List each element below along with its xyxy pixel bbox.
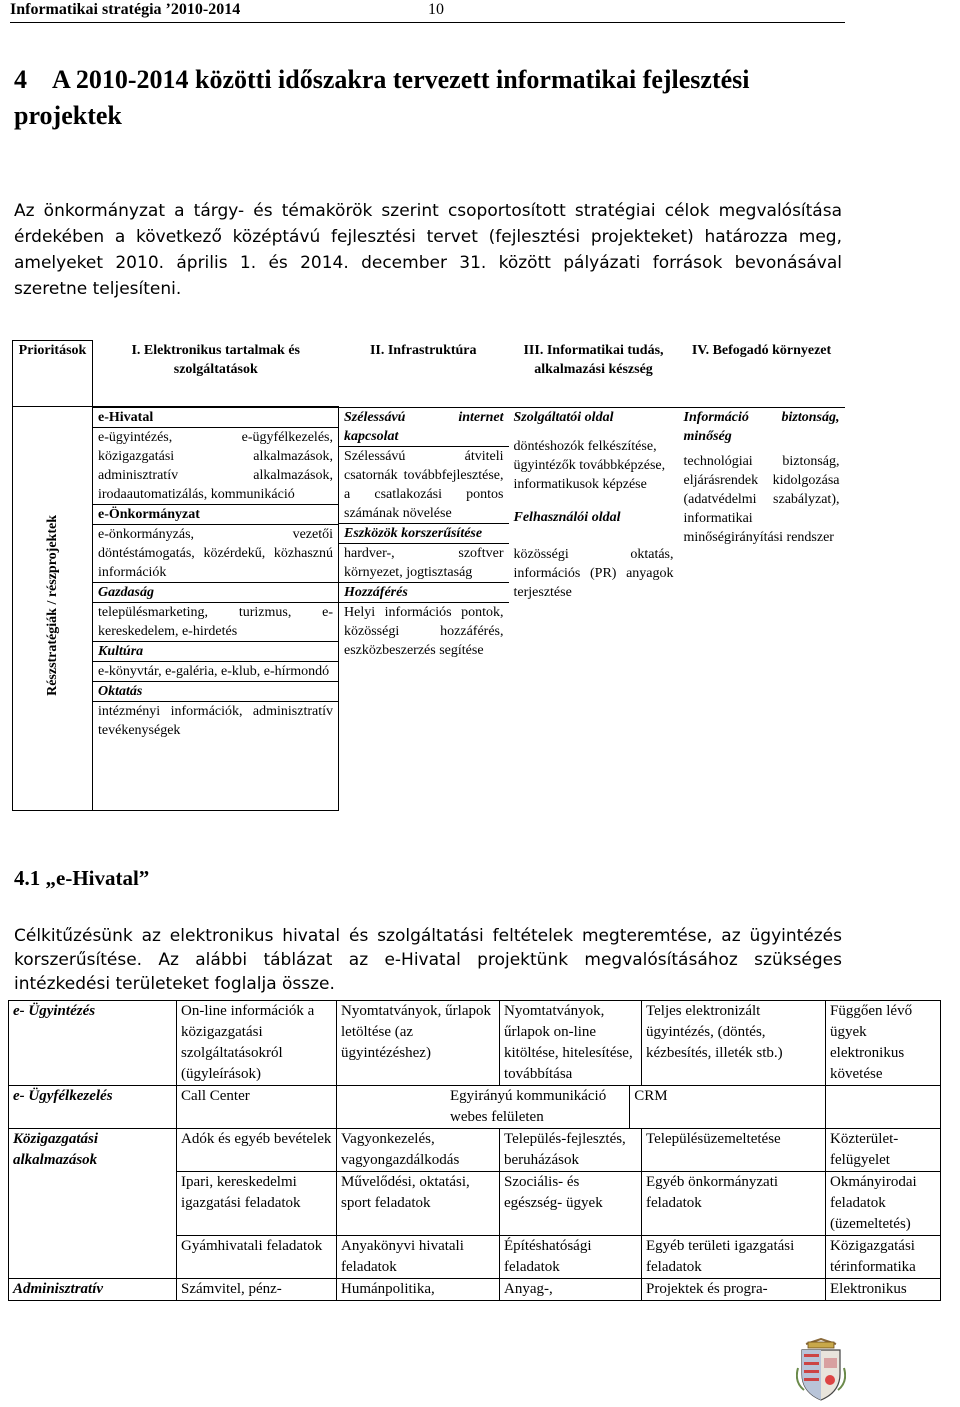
- table-cell: Teljes elektronizált ügyintézés, (döntés, kézbesítés, illeték stb.): [642, 1001, 826, 1086]
- table-cell: Szociális- és egészség- ügyek: [500, 1172, 642, 1236]
- text-felhasznaloi: közösségi oktatás, információs (PR) anyagok terjesztése: [513, 546, 674, 600]
- text-szelessavu: Szélessávú átviteli csatornák továbbfejlesztése, a csatlakozási pontos számának növelése: [339, 446, 509, 523]
- subsection-heading: 4.1 „e-Hivatal”: [14, 866, 150, 890]
- col-head-4: IV. Befogadó környezet: [691, 342, 832, 358]
- cat-gazdasag: Gazdaság: [93, 582, 338, 602]
- text-oktatas: intézményi információk, adminisztratív tevékenységek: [93, 701, 338, 740]
- table-cell: Nyomtatványok, űrlapok letöltése (az ügyintézéshez): [337, 1001, 500, 1086]
- table-cell: Közigazgatási térinformatika: [826, 1236, 941, 1279]
- intro-paragraph: Az önkormányzat a tárgy- és témakörök szerint csoportosított stratégiai célok megvalósítása érdekében a következő középtávú fejlesztési tervet (fejlesztési projekteket) határozza meg, amelyeket 2010. április 1. és 2014. december 31. között pályázati források bevonásával szeretne teljesíteni.: [14, 201, 842, 299]
- table-cell: Nyomtatványok, űrlapok on-line kitöltése, hitelesítése, továbbítása: [500, 1001, 642, 1086]
- text-informacio: technológiai biztonság, eljárásrendek kidolgozása (adatvédelmi szabályzat), informatikai minőségirányítási rendszer: [683, 453, 840, 545]
- table-cell: On-line információk a közigazgatási szolgáltatásokról (ügyleírások): [177, 1001, 337, 1086]
- table-cell: Építéshatósági feladatok: [500, 1236, 642, 1279]
- text-kultura: e-könyvtár, e-galéria, e-klub, e-hírmondó: [93, 661, 338, 681]
- cat-ehivatal: e-Hivatal: [93, 407, 338, 427]
- cat-eonkormanyzat: e-Önkormányzat: [93, 504, 338, 524]
- priority-matrix: [12, 340, 845, 811]
- table-row: [9, 1129, 941, 1172]
- table-cell: Ipari, kereskedelmi igazgatási feladatok: [177, 1172, 337, 1236]
- cat-szelessavu: Szélessávú internet kapcsolat: [339, 407, 509, 446]
- table-cell: Projektek és progra-: [642, 1279, 826, 1301]
- section-number: 4: [14, 65, 27, 94]
- ehivatal-paragraph: Célkitűzésünk az elektronikus hivatal és szolgáltatási feltételek megteremtése, az ügyintézés korszerűsítése. Az alábbi táblázat az e-Hivatal projektünk megvalósításához szükséges intézkedési területeket foglalja össze.: [14, 926, 842, 994]
- table-cell: [826, 1086, 941, 1129]
- row-label-kozigazgatasi: Közigazgatási alkalmazások: [9, 1129, 177, 1279]
- table-cell: Vagyonkezelés, vagyongazdálkodás: [337, 1129, 500, 1172]
- table-cell: Művelődési, oktatási, sport feladatok: [337, 1172, 500, 1236]
- table-cell: Okmányirodai feladatok (üzemeltetés): [826, 1172, 941, 1236]
- table-row: [9, 1001, 941, 1086]
- page-number: 10: [428, 1, 444, 18]
- table-cell: Egyéb önkormányzati feladatok: [642, 1172, 826, 1236]
- cat-felhasznaloi: Felhasználói oldal: [513, 509, 621, 525]
- cat-kultura: Kultúra: [93, 641, 338, 661]
- table-cell: Elektronikus: [826, 1279, 941, 1301]
- table-cell: [337, 1086, 826, 1129]
- table-cell: Közterület-felügyelet: [826, 1129, 941, 1172]
- table-row: [9, 1086, 941, 1129]
- coat-of-arms-icon: [796, 1338, 846, 1407]
- text-eonkormanyzat: e-önkormányzás, vezetői döntéstámogatás, közérdekű, közhasznú információk: [93, 524, 338, 582]
- table-cell: Anyag-,: [500, 1279, 642, 1301]
- header-title: Informatikai stratégia ’2010-2014: [10, 1, 241, 18]
- col-4-cell: [679, 407, 845, 811]
- text-gazdasag: településmarketing, turizmus, e-kereskedelem, e-hirdetés: [93, 602, 338, 641]
- col-2-cell: [339, 407, 509, 811]
- text-ehivatal: e-ügyintézés, e-ügyfélkezelés, közigazgatási alkalmazások, adminisztratív alkalmazások, irodaautomatizálás, kommunikáció: [93, 427, 338, 504]
- table-cell: CRM: [634, 1088, 668, 1104]
- table-cell: Egyirányú kommunikáció webes felületen: [337, 1086, 630, 1128]
- col-head-3: III. Informatikai tudás, alkalmazási készség: [523, 342, 664, 377]
- cat-hozzaferes: Hozzáférés: [339, 582, 509, 602]
- table-cell: Call Center: [177, 1086, 337, 1129]
- table-cell: Humánpolitika,: [337, 1279, 500, 1301]
- page-header: [10, 0, 845, 23]
- table-cell: Anyakönyvi hivatali feladatok: [337, 1236, 500, 1279]
- table-row: [9, 1279, 941, 1301]
- row-label-ugyfelkezeles: e- Ügyfélkezelés: [9, 1086, 177, 1129]
- text-eszkozok: hardver-, szoftver környezet, jogtisztaság: [339, 543, 509, 582]
- sub-label: Részstratégiák / részprojektek: [45, 515, 60, 696]
- col-head-2: II. Infrastruktúra: [369, 342, 477, 358]
- section-heading: [14, 62, 854, 134]
- prio-label: Prioritások: [13, 341, 93, 407]
- section-title: A 2010-2014 közötti időszakra tervezett informatikai fejlesztési projektek: [14, 65, 750, 130]
- sub-label-cell: [13, 407, 93, 811]
- table-cell: Egyéb területi igazgatási feladatok: [642, 1236, 826, 1279]
- text-szolgaltatoi: döntéshozók felkészítése, ügyintézők továbbképzése, informatikusok képzése: [513, 438, 666, 492]
- cat-oktatas: Oktatás: [93, 681, 338, 701]
- table-cell: Település-fejlesztés, beruházások: [500, 1129, 642, 1172]
- col-3-cell: [509, 407, 679, 811]
- table-cell: Településüzemeltetése: [642, 1129, 826, 1172]
- cat-eszkozok: Eszközök korszerűsítése: [339, 523, 509, 543]
- text-hozzaferes: Helyi információs pontok, közösségi hozzáférés, eszközbeszerzés segítése: [339, 602, 509, 660]
- cat-informacio: Információ biztonság, minőség: [679, 407, 845, 446]
- col-1-cell: [93, 407, 339, 811]
- table-cell: Adók és egyéb bevételek: [177, 1129, 337, 1172]
- col-head-1: I. Elektronikus tartalmak és szolgáltatások: [131, 342, 301, 377]
- cat-szolgaltatoi: Szolgáltatói oldal: [509, 407, 679, 427]
- row-label-ugyintezes: e- Ügyintézés: [9, 1001, 177, 1086]
- row-label-adminisztrativ: Adminisztratív: [9, 1279, 177, 1301]
- table-cell: Számvitel, pénz-: [177, 1279, 337, 1301]
- ehivatal-table: [8, 1000, 941, 1301]
- table-cell: Gyámhivatali feladatok: [177, 1236, 337, 1279]
- table-cell: Függően lévő ügyek elektronikus követése: [826, 1001, 941, 1086]
